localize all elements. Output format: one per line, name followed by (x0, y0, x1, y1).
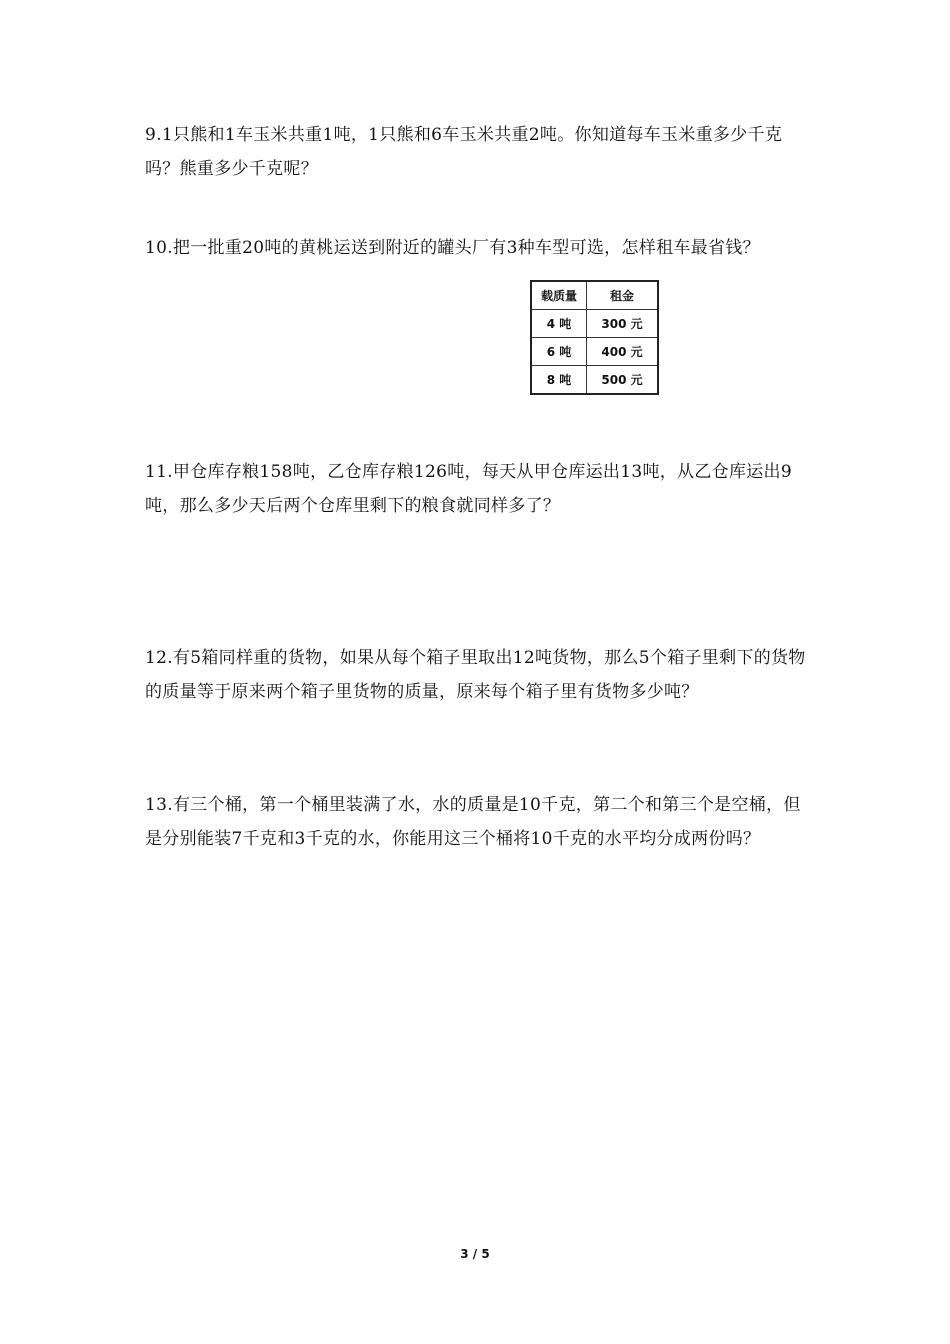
question-13: 13.有三个桶，第一个桶里装满了水，水的质量是10千克，第二个和第三个是空桶，但是分别能装7千克和3千克的水，你能用这三个桶将10千克的水平均分成两份吗？ (145, 795, 801, 849)
table-row (531, 366, 658, 395)
question-12: 12.有5箱同样重的货物，如果从每个箱子里取出12吨货物，那么5个箱子里剩下的货物的质量等于原来两个箱子里货物的质量，原来每个箱子里有货物多少吨？ (145, 648, 806, 702)
question-10: 10.把一批重20吨的黄桃运送到附近的罐头厂有3种车型可选，怎样租车最省钱？ (145, 238, 760, 258)
table-header-row (531, 281, 658, 310)
header-rent: 租金 (587, 281, 659, 310)
rent-cell: 500 元 (587, 366, 659, 395)
page-number: 3 / 5 (460, 1247, 490, 1261)
rent-cell: 400 元 (587, 338, 659, 366)
capacity-cell: 6 吨 (531, 338, 587, 366)
capacity-cell: 8 吨 (531, 366, 587, 395)
truck-rental-table (530, 280, 659, 395)
rent-cell: 300 元 (587, 310, 659, 338)
table-row (531, 338, 658, 366)
table-row (531, 310, 658, 338)
capacity-cell: 4 吨 (531, 310, 587, 338)
question-9: 9.1只熊和1车玉米共重1吨，1只熊和6车玉米共重2吨。你知道每车玉米重多少千克吗？熊重多少千克呢？ (145, 125, 783, 179)
question-11: 11.甲仓库存粮158吨，乙仓库存粮126吨，每天从甲仓库运出13吨，从乙仓库运出9吨，那么多少天后两个仓库里剩下的粮食就同样多了？ (145, 462, 792, 516)
header-capacity: 载质量 (531, 281, 587, 310)
